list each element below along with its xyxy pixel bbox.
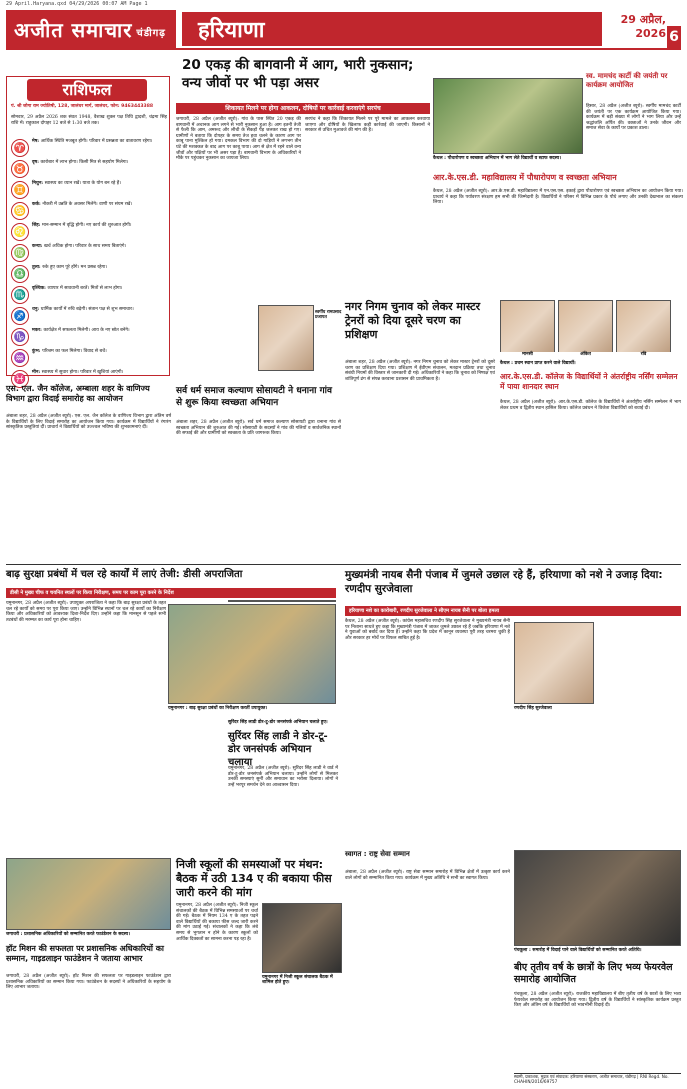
right-col-body: हिसार, 28 अप्रैल (अजीत ब्यूरो): स्वर्गीय मामचंद कार्टी की जयंती पर एक कार्यक्रम आयोजित किया गया। कार्यक्रम में बड़ी संख्या में लोगों ने भाग लिया और उन्हें श्रद्धांजलि अर्पित की। वक्ताओं ने उनके जीवन और समाज सेवा के कार्यों पर प्रकाश डाला। [586,104,681,132]
rashifal-item [11,160,167,178]
surinder-photo-spacer [228,600,336,602]
lead-subhead: शिकायत मिलने पर होगा आकलन, दोषियों पर कार्रवाई करवाएंगे सरपंच [176,103,430,114]
rashi-name: सिंह: [32,223,43,228]
farewell-headline: बीए तृतीय वर्ष के छात्रों के लिए भव्य फेयरवेल समारोह आयोजित [514,962,673,985]
sarv-dharm-headline: सर्व धर्म समाज कल्याण सोसायटी ने धनाना गांव से शुरू किया स्वच्छता अभियान [176,386,332,408]
newspaper-logo: अजीत समाचार चंडीगढ़ [6,10,176,48]
rashifal-text [32,265,107,270]
rashifal-item [11,328,167,346]
rashi-name: कन्या: [32,244,45,249]
issue-date: 29 अप्रैल, 2026 [620,13,666,40]
student-photo-2 [558,300,613,358]
print-imprint: स्वामी, प्रकाशक, मुद्रक एवं संपादक: हरियाणा संस्करण, अजीत समाचार, चंडीगढ़ | RNI Regd. No. CHAHIN/2016/69757 [514,1073,681,1087]
surjewala-caption: रणदीप सिंह सुरजेवाला [514,706,552,711]
rashifal-item [11,265,167,283]
baadh-subhead: डीसी ने मुख्य चीफ व चयनित स्थलों पर किया निरीक्षण, समय पर काम पूरा करने के निर्देश [6,588,336,598]
sl-jain-body: अंबाला शहर, 28 अप्रैल (अजीत ब्यूरो): एस. एल. जैन कॉलेज के वाणिज्य विभाग द्वारा अंतिम वर्ष के विद्यार्थियों के लिए विदाई समारोह का आयोजन किया गया। कार्यक्रम में विद्यार्थियों ने रंगारंग सांस्कृतिक प्रस्तुतियां दीं। प्राचार्य ने विद्यार्थियों को उज्ज्वल भविष्य की शुभकामनाएं दीं। [6,414,171,431]
student-name-3: रवि [616,352,671,359]
page-number: 6 [667,26,681,48]
cm-nayab-headline: मुख्यमंत्री नायब सैनी पंजाब में जुमले उछाल रहे हैं, हरियाणा को नशे ने उजाड़ दिया: रणदीप सुरजेवाला [345,569,663,595]
swagat-body: अंबाला, 28 अप्रैल (अजीत ब्यूरो): राष्ट्र सेवा सम्मान समारोह में विभिन्न क्षेत्रों में उत्कृष्ट कार्य करने वाले लोगों को सम्मानित किया गया। कार्यक्रम में मुख्य अतिथि ने सभी का स्वागत किया। [345,870,510,881]
rashi-name: मिथुन: [32,181,45,186]
obituary-portrait [258,305,314,371]
rashifal-intro: सोमवार, 29 अप्रैल 2026 शक संवत 1948, वैशाख शुक्ल पक्ष तिथि द्वादशी, चंद्रमा सिंह राशि में। राहुकाल दोपहर 12 बजे से 1:30 बजे तक। [11,115,167,126]
zodiac-icon: ♏ [11,286,29,304]
farewell-body: पंचकूला, 28 अप्रैल (अजीत ब्यूरो): राजकीय महाविद्यालय में बीए तृतीय वर्ष के छात्रों के लिए भव्य फेयरवेल समारोह का आयोजन किया गया। द्वितीय वर्ष के विद्यार्थियों ने सांस्कृतिक कार्यक्रम प्रस्तुत किए और अंतिम वर्ष के विद्यार्थियों को भावभीनी विदाई दी। [514,992,681,1009]
student-name-1: मानसी [500,352,555,359]
rashifal-byline: पं. श्री जोगा राम ज्योतिषी, 128, जालंधर मार्ग, जालंधर, फोन: 9463443388 [11,104,154,109]
rksd2-headline-box [500,372,681,398]
rashifal-item [11,307,167,325]
rashi-name: मेष: [32,139,41,144]
rashi-prediction: परिश्रम का फल मिलेगा। विवाद से बचें। [42,349,107,354]
niji-school-body: यमुनानगर, 28 अप्रैल (अजीत ब्यूरो): निजी स्कूल संचालकों की बैठक में विभिन्न समस्याओं पर चर्चा की गई। बैठक में नियम 134 ए के तहत पढ़ने वाले विद्यार्थियों की बकाया फीस जल्द जारी करने की मांग उठाई गई। संचालकों ने कहा कि लंबे समय से भुगतान न होने के कारण स्कूलों को आर्थिक दिक्कतों का सामना करना पड़ रहा है। [176,903,258,942]
student-photo-1 [500,300,555,358]
rashi-prediction: कार्यक्षेत्र में सफलता मिलेगी। आय के नए स्रोत बनेंगे। [43,328,130,333]
surjewala-portrait [514,622,594,704]
hot-mission-body: जगाधरी, 28 अप्रैल (अजीत ब्यूरो): हॉट मिशन की सफलता पर गाइडलाइन फाउंडेशन द्वारा प्रशासनिक अधिकारियों का सम्मान किया गया। फाउंडेशन के सदस्यों ने अधिकारियों के सहयोग के लिए आभार जताया। [6,974,171,991]
rashifal-item [11,139,167,157]
sl-jain-headline: एस. एल. जैन कॉलेज, अम्बाला शहर के वाणिज्य विभाग द्वारा विदाई समारोह का आयोजन [6,384,150,403]
rashifal-item [11,244,167,262]
rashi-prediction: आर्थिक स्थिति मजबूत होगी। परिवार में प्रसन्नता का वातावरण रहेगा। [40,139,153,144]
surinder-headline: सुरिंदर सिंह लाडी ने डोर-टू-डोर जनसंपर्क अभियान चलाया [228,731,328,768]
rashifal-text [32,370,123,375]
rashifal-item [11,286,167,304]
rashifal-text [32,181,121,186]
rashifal-text [32,160,128,165]
rashi-prediction: कारोबार में लाभ होगा। किसी मित्र से सहयोग मिलेगा। [40,160,129,165]
zodiac-icon: ♑ [11,328,29,346]
zodiac-icon: ♊ [11,181,29,199]
students-caption: कैथल : प्रथम स्थान प्राप्त करने वाले विद्यार्थी। [500,361,576,366]
rashifal-panel [6,76,170,385]
zodiac-icon: ♒ [11,349,29,367]
hot-mission-headline: हॉट मिशन की सफलता पर प्रशासनिक अधिकारियों का सम्मान, गाइडलाइन फाउंडेशन ने जताया आभार [6,944,164,963]
rashi-prediction: मान-सम्मान में वृद्धि होगी। नए कार्य की शुरुआत होगी। [42,223,132,228]
lead-body: जगाधरी, 28 अप्रैल (अजीत ब्यूरो): गांव के पास स्थित 20 एकड़ की बागवानी में अचानक आग लगने से भारी नुकसान हुआ है। आग इतनी तेजी से फैली कि आम, अमरूद और लीची के सैकड़ों पेड़ जलकर राख हो गए। ग्रामीणों ने बताया कि दोपहर के समय तेज हवा चलने के कारण आग पर काबू पाना मुश्किल हो गया। दमकल विभाग की दो गाड़ियों ने लगभग तीन घंटे की मशक्कत के बाद आग पर काबू पाया। आग से क्षेत्र में रहने वाले वन्य जीवों और पक्षियों पर भी असर पड़ा है। बागवानी विभाग के अधिकारियों ने मौके पर पहुंचकर नुकसान का जायजा लिया। [176,117,301,162]
right-col-headline: स्व. मामचंद कार्टी की जयंती पर कार्यक्रम आयोजित [586,72,668,89]
rashi-name: तुला: [32,265,43,270]
baadh-headline: बाढ़ सुरक्षा प्रबंधों में चल रहे कार्यों में लाएं तेजी: डीसी अपराजिता [6,569,243,580]
masthead [6,10,681,50]
zodiac-icon: ♉ [11,160,29,178]
rashifal-text [32,349,107,354]
rksd2-headline: आर.के.एस.डी. कॉलेज के विद्यार्थियों ने अंतर्राष्ट्रीय नर्सिंग सम्मेलन में पाया शानदार स्थान [500,372,678,391]
surinder-photo-caption: सुरिंदर सिंह लाडी डोर-टू-डोर जनसंपर्क अभियान चलाते हुए। [228,720,328,725]
rashi-name: वृश्चिक: [32,286,48,291]
baadh-photo [168,604,336,704]
surinder-body: यमुनानगर, 28 अप्रैल (अजीत ब्यूरो): सुरिंदर सिंह लाडी ने वार्ड में डोर-टू-डोर जनसंपर्क अभियान चलाया। उन्होंने लोगों से मिलकर उनकी समस्याएं सुनीं और समाधान का भरोसा दिलाया। लोगों ने उन्हें भरपूर समर्थन देने का आश्वासन दिया। [228,766,338,788]
rksd-headline-box [433,172,683,186]
cm-nayab-subhead: हरियाणा नशे का कारोबारी, रणदीप सुरजेवाला ने सीएम नायब सैनी पर बोला हमला [345,606,681,616]
farewell-photo-caption: पंचकूला : समारोह में विदाई पाने वाले विद्यार्थियों को सम्मानित करते अतिथि। [514,948,642,953]
cm-nayab-headline-box [345,568,681,604]
rashi-name: धनु: [32,307,41,312]
niji-school-photo [262,903,342,973]
rashifal-item [11,349,167,367]
zodiac-icon: ♈ [11,139,29,157]
plantation-photo [433,78,583,154]
nagar-nigam-headline-box [345,300,495,358]
zodiac-icon: ♌ [11,223,29,241]
niji-school-headline-box [176,858,341,900]
farewell-headline-box [514,962,681,990]
rashifal-title: राशिफल [27,79,147,101]
rashifal-text [32,328,130,333]
rashi-name: कर्क: [32,202,43,207]
print-slug: 29 April.Haryana.qxd 04/29/2026 00:07 AM Page 1 [6,1,148,7]
rashifal-text [32,244,126,249]
zodiac-icon: ♋ [11,202,29,220]
cm-nayab-body: कैथल, 28 अप्रैल (अजीत ब्यूरो): कांग्रेस महासचिव रणदीप सिंह सुरजेवाला ने मुख्यमंत्री नायब सैनी पर निशाना साधते हुए कहा कि मुख्यमंत्री पंजाब में जाकर जुमले उछाल रहे हैं जबकि हरियाणा में नशे ने युवाओं को बर्बाद कर दिया है। उन्होंने कहा कि प्रदेश में कानून व्यवस्था पूरी तरह चरमरा चुकी है और सरकार हर मोर्चे पर विफल साबित हुई है। [345,619,510,641]
rashi-prediction: खर्च अधिक होगा। परिवार के साथ समय बिताएंगे। [44,244,127,249]
nagar-nigam-headline: नगर निगम चुनाव को लेकर मास्टर ट्रेनरों को दिया दूसरे चरण का प्रशिक्षण [345,300,481,341]
zodiac-icon: ♎ [11,265,29,283]
rashifal-text [32,202,132,207]
section-divider [6,564,681,565]
sarv-dharm-body: अंबाला शहर, 28 अप्रैल (अजीत ब्यूरो): सर्व धर्म समाज कल्याण सोसायटी द्वारा धनाना गांव से स्वच्छता अभियान की शुरुआत की गई। सोसायटी के सदस्यों ने गांव की गलियों व सार्वजनिक स्थानों की सफाई की और ग्रामीणों को स्वच्छता के प्रति जागरूक किया। [176,420,341,437]
niji-school-photo-caption: यमुनानगर में निजी स्कूल संचालक बैठक में शामिल होते हुए। [262,975,333,986]
section-title: हरियाणा [182,12,602,46]
rksd2-body: कैथल, 28 अप्रैल (अजीत ब्यूरो): आर.के.एस.डी. कॉलेज के विद्यार्थियों ने अंतर्राष्ट्रीय नर्सिंग सम्मेलन में भाग लेकर प्रथम व द्वितीय स्थान हासिल किया। कॉलेज प्रबंधन ने विजेता विद्यार्थियों को बधाई दी। [500,400,681,411]
nagar-nigam-body: अंबाला शहर, 28 अप्रैल (अजीत ब्यूरो): नगर निगम चुनाव को लेकर मास्टर ट्रेनरों को दूसरे चरण का प्रशिक्षण दिया गया। प्रशिक्षण में ईवीएम संचालन, मतदान प्रक्रिया तथा चुनाव संबंधी नियमों की विस्तार से जानकारी दी गई। अधिकारियों ने कहा कि चुनाव को निष्पक्ष एवं शांतिपूर्ण ढंग से संपन्न करवाना प्रशासन की प्राथमिकता है। [345,360,495,382]
lead-headline-box [176,52,430,102]
swagat-headline: स्वागत : राष्ट्र सेवा सम्मान [345,850,410,858]
baadh-photo-caption: यमुनानगर : बाढ़ सुरक्षा प्रबंधों का निरीक्षण करतीं उपायुक्त। [168,706,268,711]
rashi-name: वृष: [32,160,41,165]
rashi-prediction: नौकरी में उन्नति के अवसर मिलेंगे। वाणी पर संयम रखें। [42,202,133,207]
student-photo-3 [616,300,671,358]
hot-mission-headline-box [6,944,171,972]
sl-jain-headline-box [6,384,171,412]
hot-mission-photo [6,858,171,930]
swagat-headline-box [345,850,510,868]
rashi-prediction: धार्मिक कार्यों में रुचि बढ़ेगी। संतान पक्ष से शुभ समाचार। [40,307,134,312]
rashi-name: कुंभ: [32,349,43,354]
sarv-dharm-headline-box [176,385,341,417]
surinder-headline-box [228,730,338,768]
rashi-prediction: स्वास्थ्य में सुधार होगा। परिवार में खुशियां आएंगी। [41,370,124,375]
rashi-name: मीन: [32,370,42,375]
rashifal-list [11,139,167,391]
rashifal-text [32,223,132,228]
baadh-body: यमुनानगर, 28 अप्रैल (अजीत ब्यूरो): उपायुक्त अपराजिता ने कहा कि बाढ़ सुरक्षा प्रबंधों के तहत चल रहे कार्यों को समय पर पूरा किया जाए। उन्होंने विभिन्न स्थानों पर चल रहे कार्यों का निरीक्षण किया और अधिकारियों को आवश्यक दिशा-निर्देश दिए। उन्होंने कहा कि मानसून से पहले सभी तटबंधों की मरम्मत का कार्य पूरा होना चाहिए। [6,601,166,623]
rashifal-item [11,181,167,199]
rashi-name: मकर: [32,328,44,333]
rksd-body: कैथल, 28 अप्रैल (अजीत ब्यूरो): आर.के.एस.डी. महाविद्यालय में एन.एस.एस. इकाई द्वारा पौधारोपण एवं स्वच्छता अभियान का आयोजन किया गया। प्राचार्य ने कहा कि पर्यावरण संरक्षण हम सभी की जिम्मेदारी है। विद्यार्थियों ने परिसर में विभिन्न प्रकार के पौधे लगाए और उनकी देखभाल का संकल्प लिया। [433,189,683,206]
baadh-headline-box [6,568,336,586]
rashifal-text [32,286,122,291]
rashifal-item [11,202,167,220]
farewell-photo [514,850,681,946]
niji-school-headline: निजी स्कूलों की समस्याओं पर मंथन: बैठक में उठी 134 ए की बकाया फीस जारी करने की मांग [176,858,332,899]
zodiac-icon: ♍ [11,244,29,262]
lead-body-continued: सरपंच ने कहा कि शिकायत मिलने पर पूरे मामले का आकलन करवाया जाएगा और दोषियों के खिलाफ कड़ी कार्रवाई की जाएगी। किसानों ने सरकार से उचित मुआवजे की मांग की है। [305,117,430,134]
zodiac-icon: ♐ [11,307,29,325]
obituary-caption: स्वर्गीय रामप्रसाद प्रजापत [315,310,342,321]
right-col-headline-box [586,72,681,102]
rashi-prediction: स्वास्थ्य का ध्यान रखें। यात्रा के योग बन रहे हैं। [44,181,121,186]
rashi-prediction: रुके हुए काम पूरे होंगे। मन प्रसन्न रहेगा। [42,265,108,270]
rashifal-text [32,307,134,312]
zodiac-icon: ♓ [11,370,29,388]
lead-headline: 20 एकड़ की बागवानी में आग, भारी नुकसान; वन्य जीवों पर भी पड़ा असर [182,57,414,91]
rksd-headline: आर.के.एस.डी. महाविद्यालय में पौधारोपण व स्वच्छता अभियान [433,173,617,182]
rashifal-item [11,223,167,241]
plantation-photo-caption: कैथल : पौधारोपण व स्वच्छता अभियान में भाग लेते विद्यार्थी व स्टाफ सदस्य। [433,156,561,161]
student-name-2: अंकित [558,352,613,359]
rashifal-text [32,139,152,144]
hot-mission-photo-caption: जगाधरी : प्रशासनिक अधिकारियों को सम्मानित करते फाउंडेशन के सदस्य। [6,932,130,937]
rashi-prediction: व्यापार में सावधानी बरतें। मित्रों से लाभ होगा। [47,286,123,291]
